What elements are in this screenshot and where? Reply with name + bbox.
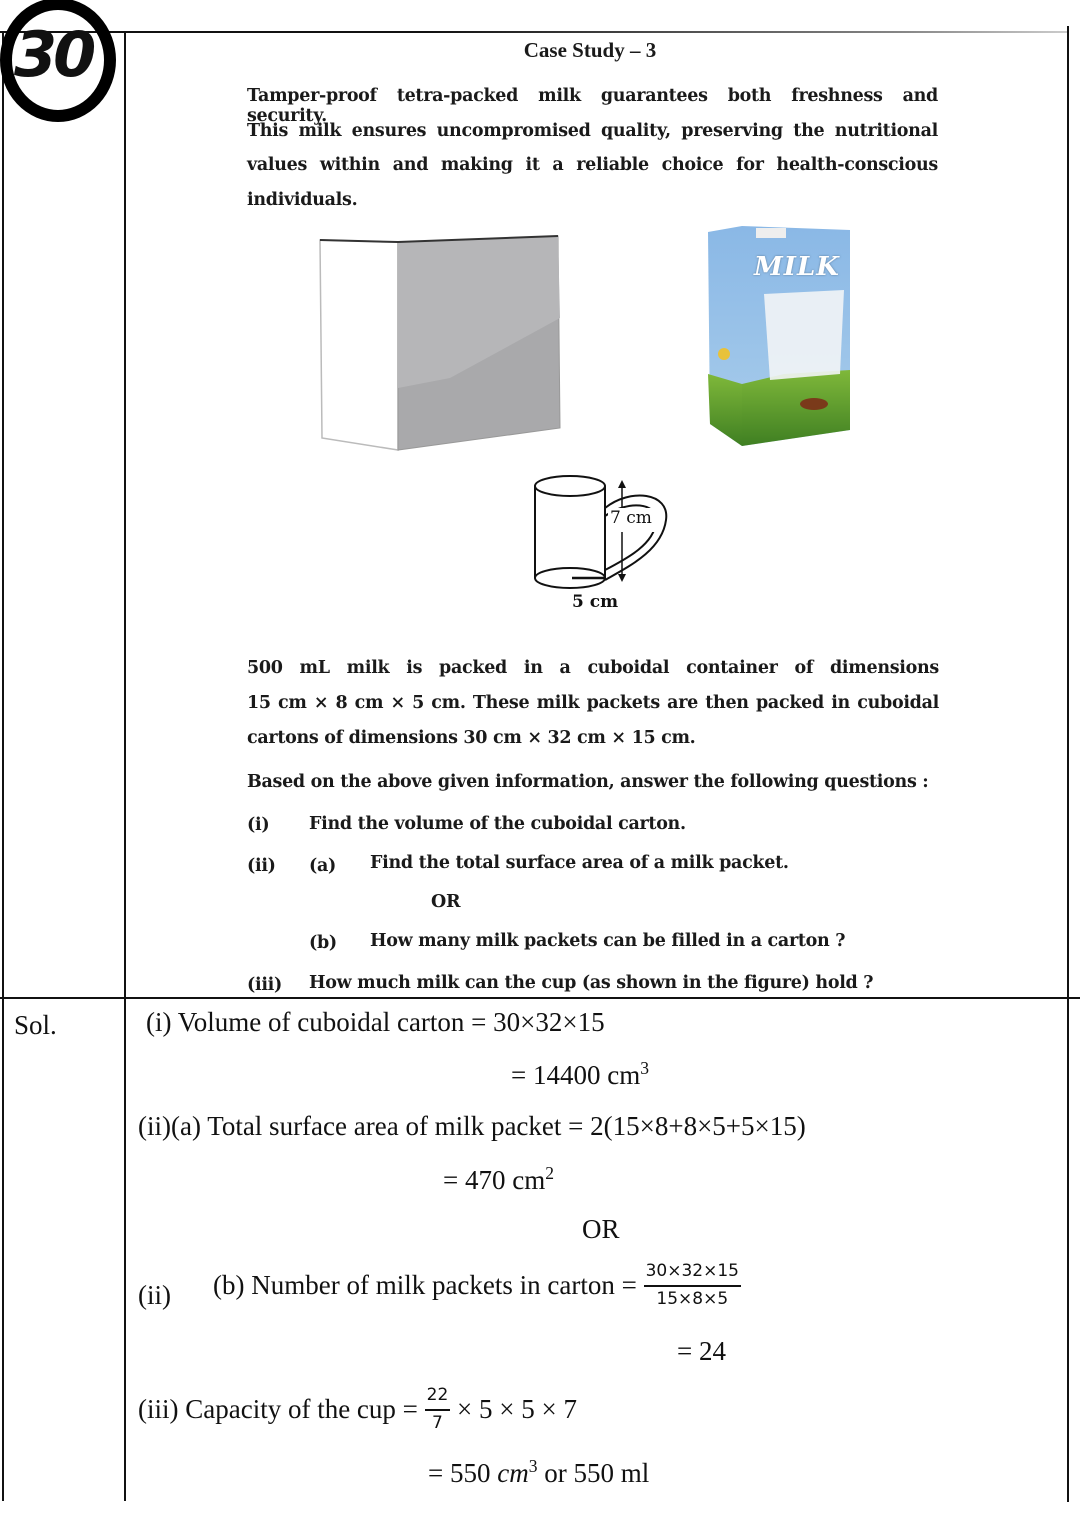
solution-step [213, 1262, 741, 1309]
table-column-divider [124, 31, 126, 1501]
question-text: Find the total surface area of a milk packet. [370, 853, 789, 873]
solution-value: = 550 [428, 1458, 498, 1488]
fraction-denominator: 7 [432, 1412, 443, 1433]
intro-line: individuals. [247, 190, 358, 210]
solution-step [443, 1163, 554, 1196]
fraction [425, 1386, 451, 1433]
solution-number: (ii) [138, 1280, 171, 1310]
solution-exponent: 2 [545, 1163, 554, 1183]
intro-line: values within and making it a reliable choice for health-conscious [247, 155, 938, 175]
table-top-border [0, 31, 1068, 33]
fraction-numerator: 30×32×15 [644, 1262, 741, 1287]
or-separator: OR [431, 892, 461, 912]
solution-value: = 14400 cm [511, 1060, 641, 1090]
solution-label: Sol. [14, 1010, 57, 1040]
instruction-text: Based on the above given information, answer the following questions : [247, 772, 929, 792]
fraction-denominator: 15×8×5 [656, 1288, 729, 1309]
fraction [644, 1262, 741, 1309]
solution-step: (ii)(a) Total surface area of milk packet = 2(15×8+8×5+5×15) [138, 1111, 806, 1141]
solution-value: or 550 ml [537, 1458, 650, 1488]
problem-line: cartons of dimensions 30 cm × 32 cm × 15 cm. [247, 728, 696, 748]
fraction-numerator: 22 [425, 1386, 451, 1411]
cup-figure [530, 470, 680, 620]
milk-carton-figure [704, 224, 856, 452]
problem-line: 500 mL milk is packed in a cuboidal container of dimensions [247, 658, 939, 678]
intro-line: This milk ensures uncompromised quality, preserving the nutritional [247, 121, 938, 141]
solution-step: (i) Volume of cuboidal carton = 30×32×15 [146, 1007, 605, 1037]
question-subpart: (b) [309, 933, 337, 953]
solution-text: × 5 × 5 × 7 [457, 1394, 577, 1425]
solution-text: (iii) Capacity of the cup = [138, 1394, 418, 1425]
solution-text: (b) Number of milk packets in carton = [213, 1270, 637, 1301]
question-subpart: (a) [309, 856, 336, 876]
case-study-title: Case Study – 3 [523, 38, 657, 62]
solution-step [428, 1456, 649, 1489]
question-text: Find the volume of the cuboidal carton. [309, 814, 686, 834]
solution-value: = 470 cm [443, 1165, 546, 1195]
table-left-border [2, 31, 4, 1501]
solution-value: = 24 [677, 1336, 726, 1366]
table-row-divider [0, 997, 1080, 999]
solution-step [511, 1058, 649, 1091]
cup-height-label: 7 cm [610, 508, 652, 528]
cup-diameter-label: 5 cm [572, 592, 619, 612]
solution-exponent: 3 [528, 1456, 538, 1476]
question-number: (iii) [247, 975, 283, 995]
question-number: 30 [14, 18, 93, 91]
cuboid-box-figure [310, 228, 566, 456]
question-text: How many milk packets can be filled in a carton ? [370, 931, 846, 951]
intro-line: Tamper-proof tetra-packed milk guarantees both freshness and security. [247, 86, 938, 126]
question-number-badge [0, 0, 116, 122]
solution-unit: cm [497, 1458, 529, 1488]
table-right-border [1067, 26, 1069, 1502]
solution-step [138, 1386, 577, 1433]
problem-line: 15 cm × 8 cm × 5 cm. These milk packets are then packed in cuboidal [247, 693, 939, 713]
milk-carton-label: MILK [754, 252, 840, 282]
question-number: (ii) [247, 856, 276, 876]
question-text: How much milk can the cup (as shown in the figure) hold ? [309, 973, 874, 993]
question-number: (i) [247, 815, 270, 835]
solution-exponent: 3 [640, 1058, 649, 1078]
solution-or: OR [582, 1214, 620, 1244]
